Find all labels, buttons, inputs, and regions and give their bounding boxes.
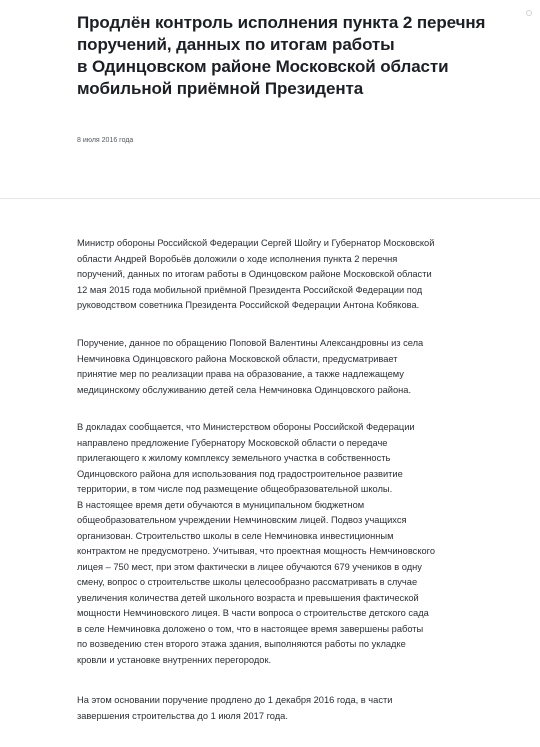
- paragraph: [77, 336, 497, 398]
- text-line: в селе Немчиновка доложено о том, что в настоящее время завершены работы: [77, 623, 424, 634]
- text-line: лицея – 750 мест, при этом фактически в лицее обучаются 679 учеников в одну: [77, 561, 422, 572]
- text-line: На этом основании поручение продлено до 1 декабря 2016 года, в части: [77, 695, 393, 705]
- article-title: [77, 12, 517, 100]
- text-line: принятие мер по реализации права на образование, а также надлежащему: [77, 369, 404, 379]
- text-line: по возведению стен второго этажа здания, выполняются работы по укладке: [77, 639, 406, 649]
- text-line: Поручение, данное по обращению Поповой Валентины Александровны из села: [77, 338, 424, 348]
- text-line: 12 мая 2015 года мобильной приёмной Президента Российской Федерации под: [77, 284, 423, 295]
- text-line: смену, вопрос о строительстве школы целесообразно рассматривать в случае: [77, 577, 418, 587]
- title-line: Продлён контроль исполнения пункта 2 перечня: [77, 13, 486, 32]
- text-line: направлено предложение Губернатору Московской области о передаче: [77, 437, 388, 448]
- text-line: мощности Немчиновского лицея. В части вопроса о строительстве детского сада: [77, 608, 429, 618]
- text-line: контрактом не предусмотрено. Учитывая, что проектная мощность Немчиновского: [77, 546, 436, 556]
- text-line: организован. Строительство школы в селе Немчиновка инвестиционным: [77, 530, 394, 541]
- text-line: Немчиновка Одинцовского района Московской области, предусматривает: [77, 353, 398, 364]
- article-date: 8 июля 2016 года: [77, 137, 134, 144]
- title-line: мобильной приёмной Президента: [77, 79, 364, 98]
- title-line: поручений, данных по итогам работы: [77, 35, 395, 54]
- text-line: поручений, данных по итогам работы в Одинцовском районе Московской области: [77, 269, 432, 279]
- text-line: руководством советника Президента Российской Федерации Антона Кобякова.: [77, 300, 420, 310]
- paragraph: [77, 420, 497, 668]
- text-line: области Андрей Воробьёв доложили о ходе исполнения пункта 2 перечня: [77, 253, 398, 264]
- text-line: увеличения количества детей школьного возраста и превышения фактической: [77, 592, 419, 603]
- paragraph: [77, 236, 497, 314]
- scroll-indicator-icon: [526, 10, 532, 16]
- text-line: кровли и установке внутренних перегородок.: [77, 654, 272, 665]
- text-line: общеобразовательном учреждении Немчиновским лицей. Подвоз учащихся: [77, 515, 407, 525]
- title-line: в Одинцовском районе Московской области: [77, 57, 449, 76]
- paragraph: [77, 693, 497, 724]
- text-line: завершения строительства до 1 июля 2017 года.: [77, 710, 288, 721]
- text-line: Одинцовского района для использования под градостроительное развитие: [77, 468, 403, 479]
- text-line: прилегающего к жилому комплексу земельного участка в собственность: [77, 453, 391, 463]
- text-line: Министр обороны Российской Федерации Сергей Шойгу и Губернатор Московской: [77, 238, 435, 248]
- text-line: В докладах сообщается, что Министерством обороны Российской Федерации: [77, 422, 415, 432]
- text-line: В настоящее время дети обучаются в муниципальном бюджетном: [77, 499, 365, 510]
- divider: [0, 198, 540, 199]
- text-line: территории, в том числе под размещение общеобразовательной школы.: [77, 484, 393, 494]
- text-line: медицинскому обслуживанию детей села Немчиновка Одинцовского района.: [77, 384, 412, 395]
